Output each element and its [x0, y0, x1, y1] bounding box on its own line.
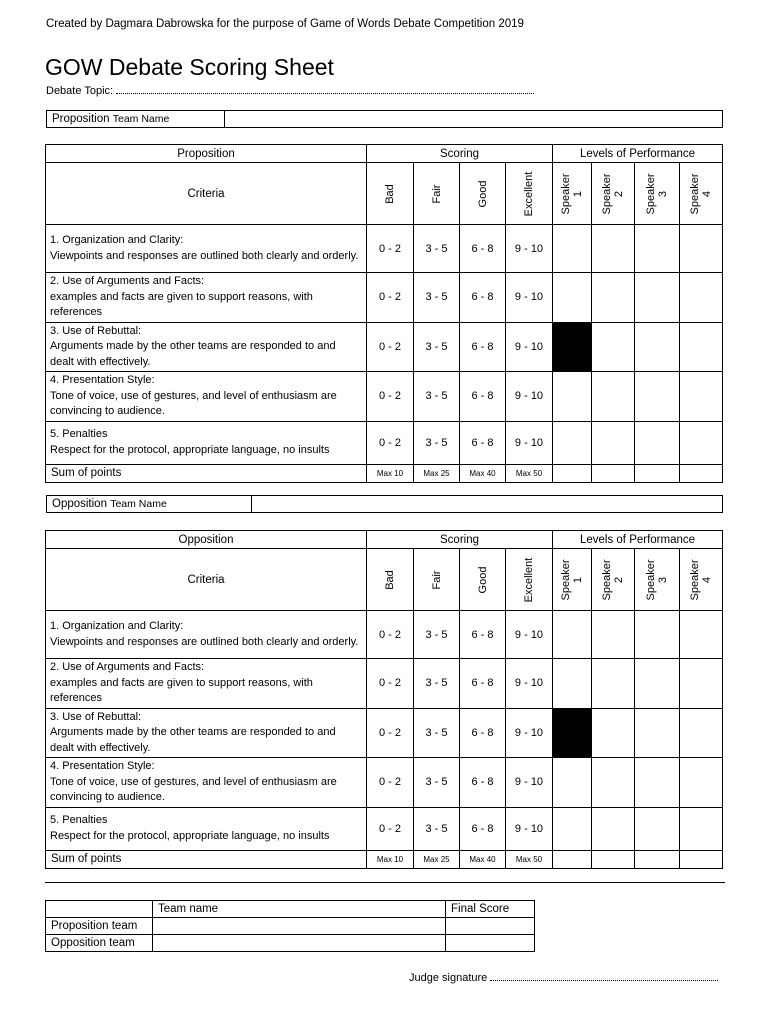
- levels-header: Levels of Performance: [553, 145, 723, 163]
- scoring-header: Scoring: [367, 145, 553, 163]
- range-fair: 3 - 5: [414, 273, 460, 323]
- criterion-rebuttal: 3. Use of Rebuttal: Arguments made by the other teams are responded to and dealt with effectively.: [46, 708, 367, 758]
- score-cell[interactable]: [680, 758, 723, 808]
- table-row: [46, 273, 723, 323]
- max-fair: Max 25: [414, 850, 460, 868]
- levels-header: Levels of Performance: [553, 531, 723, 549]
- fair-header: Fair: [414, 549, 460, 611]
- bad-header: Bad: [367, 549, 414, 611]
- table-row: [46, 708, 723, 758]
- proposition-score-table: [45, 144, 723, 483]
- range-good: 6 - 8: [460, 807, 506, 850]
- sum-cell[interactable]: [680, 464, 723, 482]
- table-row: [46, 659, 723, 709]
- range-good: 6 - 8: [460, 611, 506, 659]
- proposition-team-name-field[interactable]: [225, 111, 722, 127]
- score-cell[interactable]: [635, 372, 680, 422]
- score-cell[interactable]: [553, 758, 592, 808]
- table-row: [46, 421, 723, 464]
- max-bad: Max 10: [367, 850, 414, 868]
- max-excellent: Max 50: [506, 850, 553, 868]
- bad-header: Bad: [367, 163, 414, 225]
- score-cell[interactable]: [635, 225, 680, 273]
- range-bad: 0 - 2: [367, 611, 414, 659]
- divider: [45, 882, 725, 883]
- score-cell[interactable]: [553, 807, 592, 850]
- range-good: 6 - 8: [460, 708, 506, 758]
- proposition-final-score-cell[interactable]: [446, 918, 535, 935]
- max-excellent: Max 50: [506, 464, 553, 482]
- score-cell[interactable]: [592, 611, 635, 659]
- range-good: 6 - 8: [460, 421, 506, 464]
- sum-label: Sum of points: [46, 464, 367, 482]
- opposition-team-name-cell[interactable]: [153, 935, 446, 952]
- score-cell[interactable]: [635, 708, 680, 758]
- range-bad: 0 - 2: [367, 322, 414, 372]
- max-good: Max 40: [460, 464, 506, 482]
- score-cell[interactable]: [635, 659, 680, 709]
- score-cell[interactable]: [680, 372, 723, 422]
- score-cell[interactable]: [592, 708, 635, 758]
- score-cell[interactable]: [635, 611, 680, 659]
- table-row: [46, 372, 723, 422]
- score-cell[interactable]: [592, 322, 635, 372]
- proposition-team-label: Proposition Team Name: [47, 111, 225, 127]
- criterion-arguments: 2. Use of Arguments and Facts: examples and facts are given to support reasons, with references: [46, 659, 367, 709]
- criterion-presentation: 4. Presentation Style: Tone of voice, use of gestures, and level of enthusiasm are convincing to audience.: [46, 372, 367, 422]
- score-cell[interactable]: [680, 421, 723, 464]
- table-header-team: Opposition: [46, 531, 367, 549]
- criterion-rebuttal: 3. Use of Rebuttal: Arguments made by the other teams are responded to and dealt with effectively.: [46, 322, 367, 372]
- range-bad: 0 - 2: [367, 273, 414, 323]
- range-good: 6 - 8: [460, 273, 506, 323]
- score-cell[interactable]: [635, 807, 680, 850]
- sum-cell[interactable]: [592, 464, 635, 482]
- criterion-organization: 1. Organization and Clarity: Viewpoints and responses are outlined both clearly and orderly.: [46, 225, 367, 273]
- criteria-header: Criteria: [46, 549, 367, 611]
- page-title: GOW Debate Scoring Sheet: [45, 54, 334, 80]
- speaker-4-header: Speaker 4: [680, 163, 723, 225]
- score-cell[interactable]: [635, 273, 680, 323]
- range-fair: 3 - 5: [414, 659, 460, 709]
- criterion-penalties: 5. Penalties Respect for the protocol, appropriate language, no insults: [46, 421, 367, 464]
- sum-cell[interactable]: [635, 850, 680, 868]
- debate-topic-label: Debate Topic:: [46, 85, 114, 97]
- range-fair: 3 - 5: [414, 421, 460, 464]
- score-cell[interactable]: [592, 659, 635, 709]
- range-excellent: 9 - 10: [506, 758, 553, 808]
- final-score-table: [45, 900, 535, 952]
- range-bad: 0 - 2: [367, 421, 414, 464]
- score-cell[interactable]: [680, 611, 723, 659]
- table-row: [46, 935, 535, 952]
- score-cell[interactable]: [592, 758, 635, 808]
- table-row: [46, 807, 723, 850]
- range-fair: 3 - 5: [414, 225, 460, 273]
- range-fair: 3 - 5: [414, 758, 460, 808]
- sum-row: [46, 850, 723, 868]
- range-good: 6 - 8: [460, 225, 506, 273]
- score-cell[interactable]: [553, 273, 592, 323]
- speaker-3-header: Speaker 3: [635, 163, 680, 225]
- range-bad: 0 - 2: [367, 758, 414, 808]
- sum-row: [46, 464, 723, 482]
- criterion-organization: 1. Organization and Clarity: Viewpoints and responses are outlined both clearly and orderly.: [46, 611, 367, 659]
- range-fair: 3 - 5: [414, 611, 460, 659]
- criterion-penalties: 5. Penalties Respect for the protocol, appropriate language, no insults: [46, 807, 367, 850]
- table-row: [46, 758, 723, 808]
- score-cell[interactable]: [680, 807, 723, 850]
- speaker-2-header: Speaker 2: [592, 549, 635, 611]
- opposition-team-label: Opposition Team Name: [47, 496, 252, 512]
- range-bad: 0 - 2: [367, 708, 414, 758]
- criteria-header: Criteria: [46, 163, 367, 225]
- blocked-cell: [553, 708, 592, 758]
- table-header-team: Proposition: [46, 145, 367, 163]
- score-cell[interactable]: [680, 225, 723, 273]
- score-cell[interactable]: [553, 372, 592, 422]
- opposition-team-row-label: Opposition team: [46, 935, 153, 952]
- good-header: Good: [460, 549, 506, 611]
- debate-topic-line[interactable]: [116, 85, 534, 94]
- range-good: 6 - 8: [460, 322, 506, 372]
- scoring-header: Scoring: [367, 531, 553, 549]
- range-fair: 3 - 5: [414, 322, 460, 372]
- opposition-final-score-cell[interactable]: [446, 935, 535, 952]
- range-excellent: 9 - 10: [506, 421, 553, 464]
- max-good: Max 40: [460, 850, 506, 868]
- score-cell[interactable]: [592, 273, 635, 323]
- score-cell[interactable]: [592, 225, 635, 273]
- speaker-2-header: Speaker 2: [592, 163, 635, 225]
- score-cell[interactable]: [553, 421, 592, 464]
- blocked-cell: [553, 322, 592, 372]
- speaker-4-header: Speaker 4: [680, 549, 723, 611]
- table-row: [46, 225, 723, 273]
- credit-line: Created by Dagmara Dabrowska for the purpose of Game of Words Debate Competition 2019: [46, 18, 524, 30]
- judge-signature-line[interactable]: [490, 972, 718, 981]
- sum-cell[interactable]: [635, 464, 680, 482]
- range-good: 6 - 8: [460, 659, 506, 709]
- score-cell[interactable]: [553, 225, 592, 273]
- score-cell[interactable]: [635, 421, 680, 464]
- table-row: [46, 611, 723, 659]
- range-good: 6 - 8: [460, 372, 506, 422]
- opposition-score-table: [45, 530, 723, 869]
- score-cell[interactable]: [680, 659, 723, 709]
- table-row: [46, 901, 535, 918]
- sum-cell[interactable]: [680, 850, 723, 868]
- excellent-header: Excellent: [506, 163, 553, 225]
- opposition-team-box: [46, 495, 723, 513]
- score-cell[interactable]: [592, 807, 635, 850]
- range-bad: 0 - 2: [367, 225, 414, 273]
- speaker-3-header: Speaker 3: [635, 549, 680, 611]
- range-bad: 0 - 2: [367, 372, 414, 422]
- range-excellent: 9 - 10: [506, 322, 553, 372]
- team-name-header: Team name: [153, 901, 446, 918]
- good-header: Good: [460, 163, 506, 225]
- range-bad: 0 - 2: [367, 659, 414, 709]
- range-excellent: 9 - 10: [506, 372, 553, 422]
- proposition-team-name-cell[interactable]: [153, 918, 446, 935]
- table-row: [46, 322, 723, 372]
- speaker-1-header: Speaker 1: [553, 163, 592, 225]
- range-fair: 3 - 5: [414, 372, 460, 422]
- opposition-team-name-field[interactable]: [252, 496, 722, 512]
- debate-topic: [46, 85, 534, 97]
- range-fair: 3 - 5: [414, 708, 460, 758]
- max-bad: Max 10: [367, 464, 414, 482]
- score-cell[interactable]: [553, 659, 592, 709]
- score-cell[interactable]: [635, 758, 680, 808]
- range-bad: 0 - 2: [367, 807, 414, 850]
- score-cell[interactable]: [680, 273, 723, 323]
- judge-signature-label: Judge signature: [409, 972, 488, 984]
- sum-label: Sum of points: [46, 850, 367, 868]
- range-excellent: 9 - 10: [506, 273, 553, 323]
- score-cell[interactable]: [680, 322, 723, 372]
- range-excellent: 9 - 10: [506, 708, 553, 758]
- score-cell[interactable]: [553, 611, 592, 659]
- speaker-1-header: Speaker 1: [553, 549, 592, 611]
- range-fair: 3 - 5: [414, 807, 460, 850]
- range-excellent: 9 - 10: [506, 611, 553, 659]
- proposition-team-row-label: Proposition team: [46, 918, 153, 935]
- sum-cell[interactable]: [553, 464, 592, 482]
- criterion-presentation: 4. Presentation Style: Tone of voice, use of gestures, and level of enthusiasm are convincing to audience.: [46, 758, 367, 808]
- final-score-header: Final Score: [446, 901, 535, 918]
- range-good: 6 - 8: [460, 758, 506, 808]
- judge-signature: [409, 972, 718, 984]
- table-row: [46, 918, 535, 935]
- excellent-header: Excellent: [506, 549, 553, 611]
- range-excellent: 9 - 10: [506, 807, 553, 850]
- score-cell[interactable]: [680, 708, 723, 758]
- score-cell[interactable]: [635, 322, 680, 372]
- fair-header: Fair: [414, 163, 460, 225]
- proposition-team-box: [46, 110, 723, 128]
- max-fair: Max 25: [414, 464, 460, 482]
- criterion-arguments: 2. Use of Arguments and Facts: examples and facts are given to support reasons, with references: [46, 273, 367, 323]
- score-cell[interactable]: [592, 421, 635, 464]
- sum-cell[interactable]: [592, 850, 635, 868]
- score-cell[interactable]: [592, 372, 635, 422]
- sum-cell[interactable]: [553, 850, 592, 868]
- range-excellent: 9 - 10: [506, 225, 553, 273]
- range-excellent: 9 - 10: [506, 659, 553, 709]
